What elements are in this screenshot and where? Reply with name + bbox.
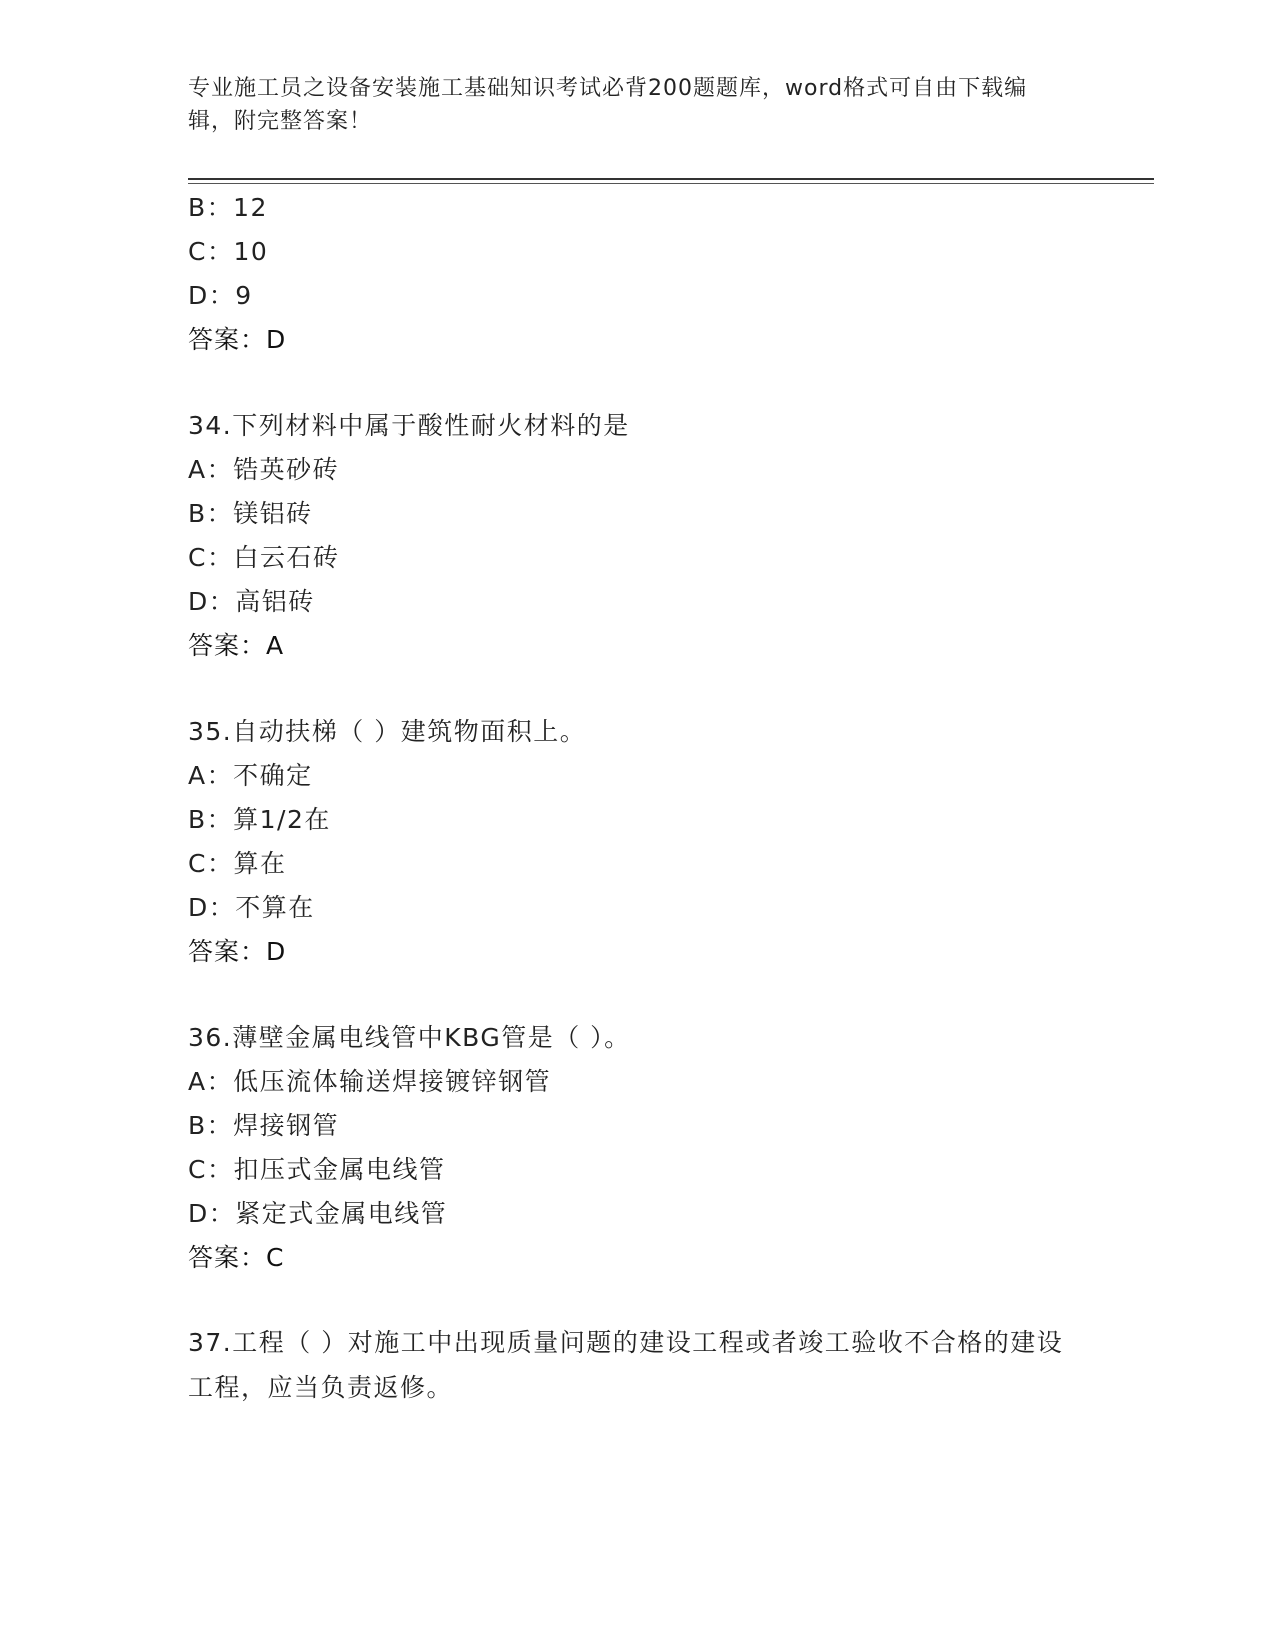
option-a — [188, 756, 313, 792]
option-d — [188, 276, 253, 312]
option-text: 10 — [233, 237, 269, 266]
answer-line: 答案：A — [188, 631, 285, 660]
option-key: D： — [188, 893, 236, 922]
option-b — [188, 494, 313, 530]
option-key: C： — [188, 849, 234, 878]
question-35: 35.自动扶梯（ ）建筑物面积上。 — [188, 717, 587, 746]
option-key: C： — [188, 1155, 234, 1184]
option-d — [188, 582, 315, 618]
option-a — [188, 1062, 551, 1098]
option-text: 白云石砖 — [233, 543, 340, 572]
question-37: 37.工程（ ）对施工中出现质量问题的建设工程或者竣工验收不合格的建设工程，应当负责返修。 — [188, 1328, 1064, 1402]
option-d — [188, 1194, 447, 1230]
answer-line: 答案：D — [188, 937, 287, 966]
option-text: 高铝砖 — [235, 587, 315, 616]
option-text: 锆英砂砖 — [233, 455, 340, 484]
option-key: B： — [188, 499, 234, 528]
option-b — [188, 1106, 339, 1142]
header-divider-thin — [188, 183, 1154, 184]
option-text: 镁铝砖 — [233, 499, 313, 528]
option-key: A： — [188, 1067, 234, 1096]
option-key: D： — [188, 1199, 236, 1228]
option-text: 算在 — [233, 849, 287, 878]
option-c — [188, 1150, 445, 1186]
option-text: 不确定 — [233, 761, 313, 790]
option-key: D： — [188, 587, 236, 616]
option-b — [188, 800, 331, 836]
option-key: A： — [188, 761, 234, 790]
option-d — [188, 888, 315, 924]
option-text: 扣压式金属电线管 — [233, 1155, 446, 1184]
question-34: 34.下列材料中属于酸性耐火材料的是 — [188, 411, 630, 440]
option-key: C： — [188, 543, 234, 572]
option-key: B： — [188, 1111, 234, 1140]
answer-line: 答案：D — [188, 325, 287, 354]
question-36: 36.薄壁金属电线管中KBG管是（ ）。 — [188, 1023, 631, 1052]
option-key: D： — [188, 281, 236, 310]
option-text: 9 — [235, 281, 253, 310]
option-text: 低压流体输送焊接镀锌钢管 — [233, 1067, 552, 1096]
option-b — [188, 188, 268, 224]
option-c — [188, 844, 286, 880]
answer-line: 答案：C — [188, 1243, 285, 1272]
option-key: C： — [188, 237, 234, 266]
option-text: 12 — [233, 193, 268, 222]
option-text: 算1/2在 — [233, 805, 331, 834]
page-header: 专业施工员之设备安装施工基础知识考试必背200题题库，word格式可自由下载编辑，附完整答案！ — [188, 76, 1028, 134]
option-key: B： — [188, 805, 234, 834]
option-c — [188, 232, 268, 268]
header-divider — [188, 178, 1154, 180]
option-text: 不算在 — [235, 893, 315, 922]
option-a — [188, 450, 339, 486]
option-c — [188, 538, 339, 574]
option-text: 焊接钢管 — [233, 1111, 340, 1140]
option-key: A： — [188, 455, 234, 484]
option-text: 紧定式金属电线管 — [235, 1199, 448, 1228]
option-key: B： — [188, 193, 234, 222]
